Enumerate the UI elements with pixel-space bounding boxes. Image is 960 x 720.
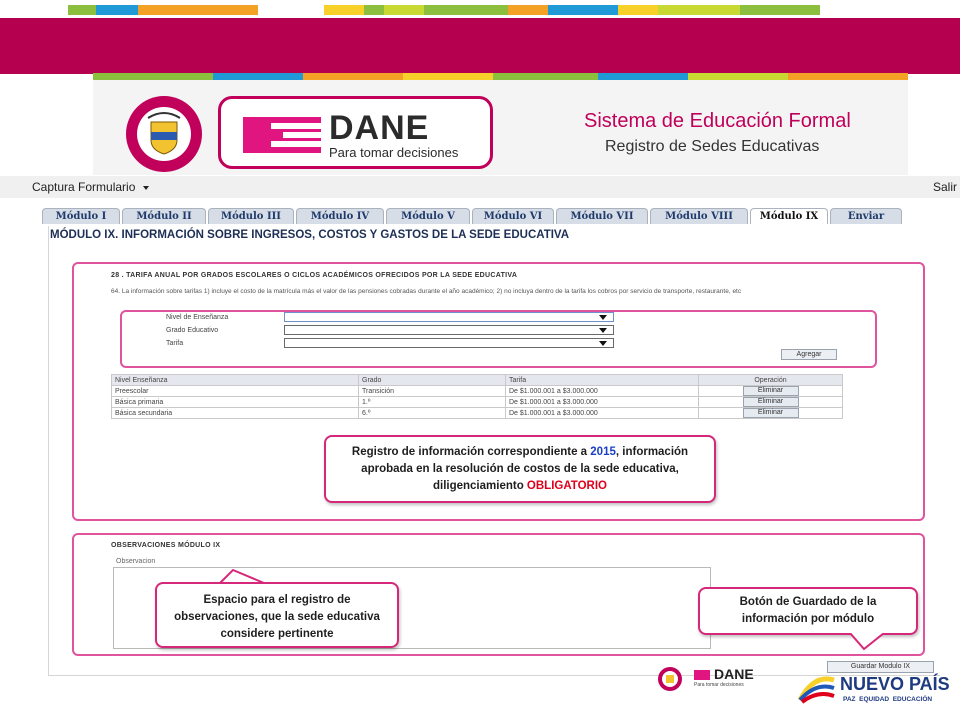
captura-formulario-menu[interactable] — [32, 180, 149, 194]
tab-modulo-7[interactable]: Módulo VII — [556, 208, 648, 224]
cell-nivel: Básica primaria — [112, 397, 359, 408]
dropdown-arrow-icon — [599, 341, 607, 346]
section-28-title: 28 . TARIFA ANUAL POR GRADOS ESCOLARES O CICLOS ACADÉMICOS OFRECIDOS POR LA SEDE EDUCATIVA — [111, 272, 518, 279]
callout-registro-part1: Registro de información correspondiente a — [351, 446, 591, 458]
salir-link[interactable]: Salir — [933, 180, 958, 194]
espacio-callout: Espacio para el registro de observaciones, que la sede educativa considere pertinente — [155, 582, 399, 648]
callout-registro-part2: , información aprobada en la resolución de costos de la sede educativa, diligenciamiento — [361, 446, 689, 492]
caret-down-icon — [143, 186, 149, 190]
tab-modulo-6[interactable]: Módulo VI — [472, 208, 554, 224]
eliminar-button[interactable]: Eliminar — [743, 397, 799, 407]
tab-modulo-2[interactable]: Módulo II — [122, 208, 206, 224]
callout-obligatorio: OBLIGATORIO — [526, 480, 607, 492]
boton-callout: Botón de Guardado de la información por módulo — [698, 587, 918, 635]
cell-tarifa: De $1.000.001 a $3.000.000 — [506, 397, 699, 408]
system-subtitle: Registro de Sedes Educativas — [605, 138, 820, 155]
observacion-label: Observacion — [116, 558, 156, 565]
guardar-modulo-button[interactable]: Guardar Modulo IX — [827, 661, 934, 673]
tab-modulo-4[interactable]: Módulo IV — [296, 208, 384, 224]
cell-tarifa: De $1.000.001 a $3.000.000 — [506, 386, 699, 397]
top-color-stripe — [68, 5, 820, 15]
agregar-button[interactable]: Agregar — [781, 349, 837, 360]
cell-nivel: Preescolar — [112, 386, 359, 397]
tarifa-table — [111, 374, 843, 419]
cell-operacion — [699, 397, 843, 408]
tarifa-label: Tarifa — [166, 340, 184, 347]
system-title: Sistema de Educación Formal — [584, 110, 851, 132]
nivel-select[interactable] — [284, 312, 614, 322]
observaciones-title: OBSERVACIONES MÓDULO IX — [111, 542, 221, 549]
column-header: Grado — [359, 375, 506, 386]
dane-logo-mark — [243, 117, 321, 153]
cell-grado: Transición — [359, 386, 506, 397]
section-28-note: 64. La información sobre tarifas 1) incluye el costo de la matrícula más el valor de las pensiones cobradas durante el año académico; 2) no incluya dentro de la tarifa los cobros por servicio de transporte, restaurante, etc — [111, 288, 742, 295]
tab-modulo-3[interactable]: Módulo III — [208, 208, 294, 224]
module-title: MÓDULO IX. INFORMACIÓN SOBRE INGRESOS, COSTOS Y GASTOS DE LA SEDE EDUCATIVA — [50, 229, 570, 241]
menu-bar — [0, 176, 960, 198]
cell-grado: 1.º — [359, 397, 506, 408]
tab-modulo-5[interactable]: Módulo V — [386, 208, 470, 224]
table-header-row — [112, 375, 843, 386]
tab-enviar[interactable]: Enviar — [830, 208, 902, 224]
tarifa-select[interactable] — [284, 338, 614, 348]
tab-modulo-8[interactable]: Módulo VIII — [650, 208, 748, 224]
callout-year: 2015 — [590, 446, 616, 458]
eliminar-button[interactable]: Eliminar — [743, 408, 799, 418]
captura-formulario-label: Captura Formulario — [32, 180, 136, 194]
tab-modulo-1[interactable]: Módulo I — [42, 208, 120, 224]
dane-logo-box — [218, 96, 493, 169]
registro-callout — [324, 435, 716, 503]
nuevo-pais-flag-icon — [796, 670, 836, 706]
coat-of-arms-logo — [124, 94, 204, 174]
table-row — [112, 408, 843, 419]
dane-tagline: Para tomar decisiones — [329, 145, 459, 160]
column-header: Operación — [699, 375, 843, 386]
eliminar-button[interactable]: Eliminar — [743, 386, 799, 396]
table-row — [112, 386, 843, 397]
cell-tarifa: De $1.000.001 a $3.000.000 — [506, 408, 699, 419]
cell-nivel: Básica secundaria — [112, 408, 359, 419]
footer-dane-logo — [694, 668, 774, 690]
footer-dane-text: DANE — [714, 666, 754, 682]
nivel-label: Nivel de Enseñanza — [166, 314, 229, 321]
dropdown-arrow-icon — [599, 328, 607, 333]
nuevo-pais-logo-text: NUEVO PAÍS — [840, 674, 950, 694]
table-row — [112, 397, 843, 408]
cell-grado: 6.º — [359, 408, 506, 419]
cell-operacion — [699, 408, 843, 419]
footer-coat-of-arms-logo — [657, 666, 683, 692]
dane-logo-text: DANE — [329, 109, 430, 147]
cell-operacion — [699, 386, 843, 397]
footer-dane-tagline: Para tomar decisiones — [694, 682, 744, 688]
header-brand-band — [0, 18, 960, 74]
callout-pointer — [848, 633, 888, 653]
grado-label: Grado Educativo — [166, 327, 219, 334]
column-header: Nivel Enseñanza — [112, 375, 359, 386]
dropdown-arrow-icon — [599, 315, 607, 320]
grado-select[interactable] — [284, 325, 614, 335]
column-header: Tarifa — [506, 375, 699, 386]
tab-modulo-9[interactable]: Módulo IX — [750, 208, 828, 224]
nuevo-pais-tagline: PAZ EQUIDAD EDUCACIÓN — [843, 696, 933, 703]
